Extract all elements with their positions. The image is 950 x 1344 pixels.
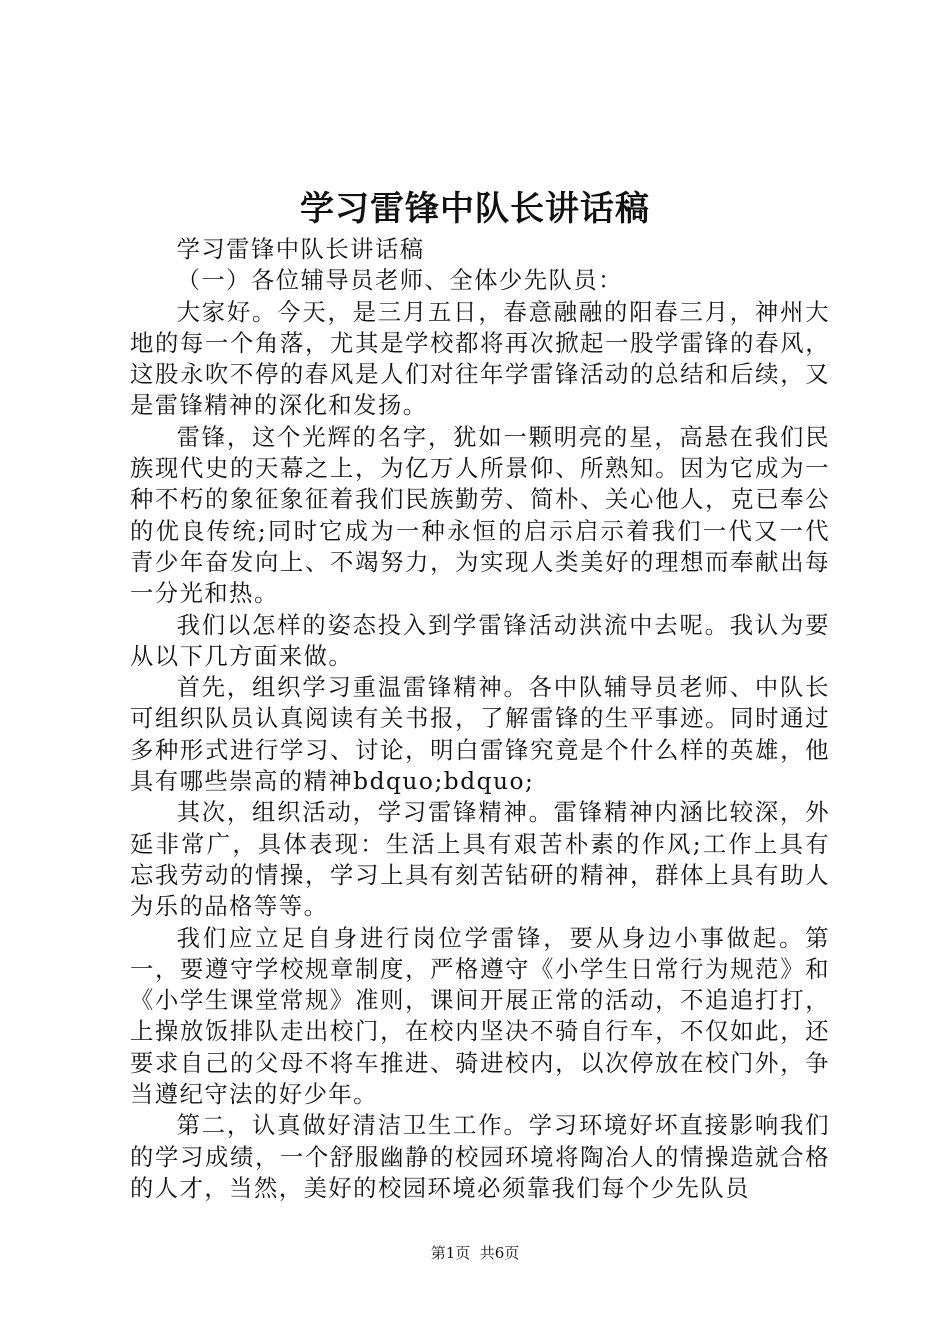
paragraph: 大家好。今天，是三月五日，春意融融的阳春三月，神州大地的每一个角落，尤其是学校都将再次掀起一股学雷锋的春风，这股永吹不停的春风是人们对往年学雷锋活动的总结和后续，又是雷锋精神的深化和发扬。 (130, 298, 830, 420)
paragraph: 第二，认真做好清洁卫生工作。学习环境好坏直接影响我们的学习成绩，一个舒服幽静的校园环境将陶冶人的情操造就合格的人才，当然，美好的校园环境必须靠我们每个少先队员 (130, 1112, 830, 1202)
paragraph: 首先，组织学习重温雷锋精神。各中队辅导员老师、中队长可组织队员认真阅读有关书报，了解雷锋的生平事迹。同时通过多种形式进行学习、讨论，明白雷锋究竟是个什么样的英雄，他具有哪些崇高的精神bdquo;bdquo; (130, 674, 830, 796)
document-body (130, 234, 830, 1204)
document-title: 学习雷锋中队长讲话稿 (300, 189, 650, 229)
page-footer (0, 1243, 950, 1263)
page-number: 第1页 共6页 (430, 1244, 520, 1262)
paragraph: 其次，组织活动，学习雷锋精神。雷锋精神内涵比较深，外延非常广，具体表现：生活上具有艰苦朴素的作风;工作上具有忘我劳动的情操，学习上具有刻苦钻研的精神，群体上具有助人为乐的品格等等。 (130, 799, 830, 921)
paragraph: 我们应立足自身进行岗位学雷锋，要从身边小事做起。第一，要遵守学校规章制度，严格遵守《小学生日常行为规范》和《小学生课堂常规》准则，课间开展正常的活动，不追追打打，上操放饭排队走出校门，在校内坚决不骑自行车，不仅如此，还要求自己的父母不将车推进、骑进校内，以次停放在校门外，争当遵纪守法的好少年。 (130, 924, 830, 1109)
paragraph: 雷锋，这个光辉的名字，犹如一颗明亮的星，高悬在我们民族现代史的天幕之上，为亿万人所景仰、所熟知。因为它成为一种不朽的象征象征着我们民族勤劳、简朴、关心他人，克已奉公的优良传统;同时它成为一种永恒的启示启示着我们一代又一代青少年奋发向上、不竭努力，为实现人类美好的理想而奉献出每一分光和热。 (130, 423, 830, 608)
paragraph: 我们以怎样的姿态投入到学雷锋活动洪流中去呢。我认为要从以下几方面来做。 (130, 611, 830, 670)
paragraph-subtitle: 学习雷锋中队长讲话稿 (176, 236, 425, 263)
paragraph-salutation: （一）各位辅导员老师、全体少先队员： (176, 267, 623, 295)
